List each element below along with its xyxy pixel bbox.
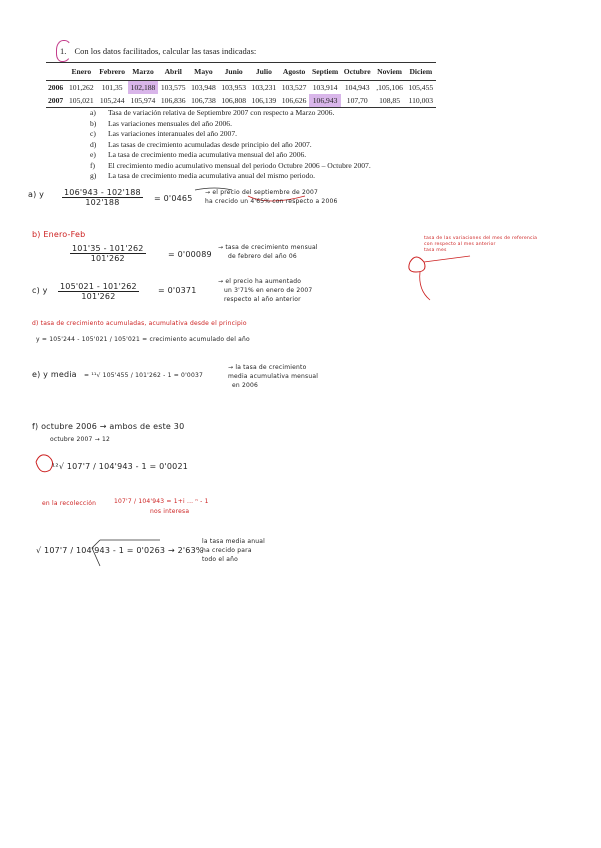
col-header: Mayo (194, 67, 213, 76)
table-cell: ,105,106 (376, 83, 403, 92)
col-header: Abril (164, 67, 182, 76)
col-header: Febrero (99, 67, 126, 76)
table-cell: 101,262 (68, 83, 94, 92)
task-text: Las tasas de crecimiento acumuladas desde principio del año 2007. (108, 139, 312, 149)
hw-e-label: e) y media (32, 370, 77, 379)
task-text: El crecimiento medio acumulativo mensual del periodo Octubre 2006 – Octubre 2007. (108, 160, 371, 170)
task-letter: g) (90, 171, 97, 180)
hw-g-note1: la tasa media anual (202, 538, 266, 545)
hw-a-num: 106'943 - 102'188 (64, 188, 141, 197)
task-text: Las variaciones mensuales del año 2006. (108, 118, 232, 128)
task-letter: e) (90, 150, 96, 159)
hw-a-fraction (62, 188, 143, 207)
task-letter: d) (90, 139, 97, 149)
table-cell: 105,455 (408, 83, 434, 92)
table-cell: 104,943 (344, 83, 370, 92)
table-cell: 103,575 (160, 83, 186, 92)
hw-margin-note1: tasa de las variaciones del mes de referencia (424, 236, 538, 241)
table-cell: 107,70 (346, 96, 368, 105)
table-cell: 106,808 (221, 96, 246, 105)
table-cell: 106,626 (281, 96, 307, 105)
hw-f-red-note: en la recolección (42, 500, 97, 507)
table-cell: 103,914 (312, 83, 338, 92)
hw-b-note1: → tasa de crecimiento mensual (218, 244, 318, 251)
hw-f-label: f) octubre 2006 → ambos de este 30 (32, 422, 185, 431)
table-cell: 103,948 (191, 83, 216, 92)
table-cell: 101,35 (101, 83, 123, 92)
table-cell-highlighted: 102,188 (128, 81, 158, 95)
table-cell: 106,139 (251, 96, 277, 105)
table-cell: 103,231 (251, 83, 277, 92)
hw-margin-note3: tasa mes (424, 248, 447, 253)
hw-b-num: 101'35 - 101'262 (72, 244, 144, 253)
hw-d-formula: y = 105'244 - 105'021 / 105'021 = crecimiento acumulado del año (36, 336, 250, 343)
hw-margin-note2: con respecto al mes anterior (424, 242, 496, 247)
hw-g-note3: todo el año (202, 556, 239, 563)
task-letter: b) (90, 118, 97, 128)
hw-c-num: 105'021 - 101'262 (60, 282, 137, 291)
hw-a-note2: ha crecido un 4'65% con respecto a 2006 (205, 198, 338, 205)
hw-f-formula: ¹²√ 107'7 / 104'943 - 1 = 0'0021 (52, 462, 189, 471)
table-cell: 108,85 (379, 96, 401, 105)
table-cell: 105,244 (99, 96, 125, 105)
hw-c-result: = 0'0371 (158, 286, 197, 295)
col-header: Diciem (409, 67, 433, 76)
hw-e-note3: en 2006 (232, 382, 259, 389)
hw-e-note1: → la tasa de crecimiento (228, 364, 307, 371)
col-header: Agosto (282, 67, 306, 76)
hw-f-label2: octubre 2007 → 12 (50, 436, 111, 443)
hw-f-red-formula: 107'7 / 104'943 = 1+i ... ⁿ - 1 (114, 498, 209, 505)
hw-b-note2: de febrero del año 06 (228, 253, 297, 260)
table-cell: 103,953 (221, 83, 246, 92)
hw-b-result: = 0'00089 (168, 250, 212, 259)
hw-d-label: d) tasa de crecimiento acumuladas, acumulativa desde el principio (32, 320, 247, 327)
task-letter: f) (90, 160, 96, 170)
task-letter: c) (90, 129, 96, 138)
table-cell: 106,738 (191, 96, 216, 105)
hw-c-note1: → el precio ha aumentado (218, 278, 302, 285)
col-header: Junio (224, 67, 243, 76)
hw-g-formula: √ 107'7 / 104'943 - 1 = 0'0263 → 2'63% (36, 546, 204, 555)
question-number: 1. (60, 46, 67, 56)
hw-c-den: 101'262 (81, 292, 116, 301)
hw-c-fraction (58, 282, 139, 301)
col-header: Septiem (312, 67, 339, 76)
hw-b-label: b) Enero-Feb (32, 230, 86, 239)
year-cell: 2007 (48, 96, 64, 105)
year-cell: 2006 (48, 83, 64, 92)
hw-a-result: = 0'0465 (154, 194, 193, 203)
hw-a-den: 102'188 (85, 198, 120, 207)
table-cell: 103,527 (281, 83, 307, 92)
col-header: Octubre (343, 67, 371, 76)
task-text: Las variaciones interanuales del año 2007. (108, 129, 238, 138)
hw-f-red-sub: nos interesa (150, 508, 190, 515)
task-letter: a) (90, 108, 96, 117)
col-header: Noviem (377, 67, 403, 76)
hw-c-note2: un 3'71% en enero de 2007 (224, 287, 313, 294)
hw-b-fraction (70, 244, 146, 263)
hw-a-note1: → el precio del septiembre de 2007 (205, 189, 319, 196)
task-text: La tasa de crecimiento media acumulativa anual del mismo periodo. (108, 171, 316, 180)
hw-g-note2: ha crecido para (202, 547, 252, 554)
task-text: Tasa de variación relativa de Septiembre 2007 con respecto a Marzo 2006. (108, 108, 335, 117)
hw-e-note2: media acumulativa mensual (228, 373, 319, 380)
hw-b-den: 101'262 (90, 254, 125, 263)
table-cell: 105,021 (68, 96, 94, 105)
question-text: Con los datos facilitados, calcular las tasas indicadas: (74, 46, 257, 56)
task-text: La tasa de crecimiento media acumulativa mensual del año 2006. (108, 150, 307, 159)
table-cell: 110,003 (408, 96, 434, 105)
table-cell: 105,974 (130, 96, 156, 105)
col-header: Enero (71, 67, 92, 76)
table-cell-highlighted: 106,943 (309, 94, 341, 108)
hw-e-formula: = ¹¹√ 105'455 / 101'262 - 1 = 0'0037 (84, 372, 203, 379)
col-header: Julio (255, 67, 272, 76)
hw-c-label: c) y (32, 286, 48, 295)
col-header: Marzo (132, 67, 154, 76)
table-cell: 106,836 (160, 96, 186, 105)
hw-a-label: a) y (28, 190, 45, 199)
hw-c-note3: respecto al año anterior (224, 296, 301, 303)
